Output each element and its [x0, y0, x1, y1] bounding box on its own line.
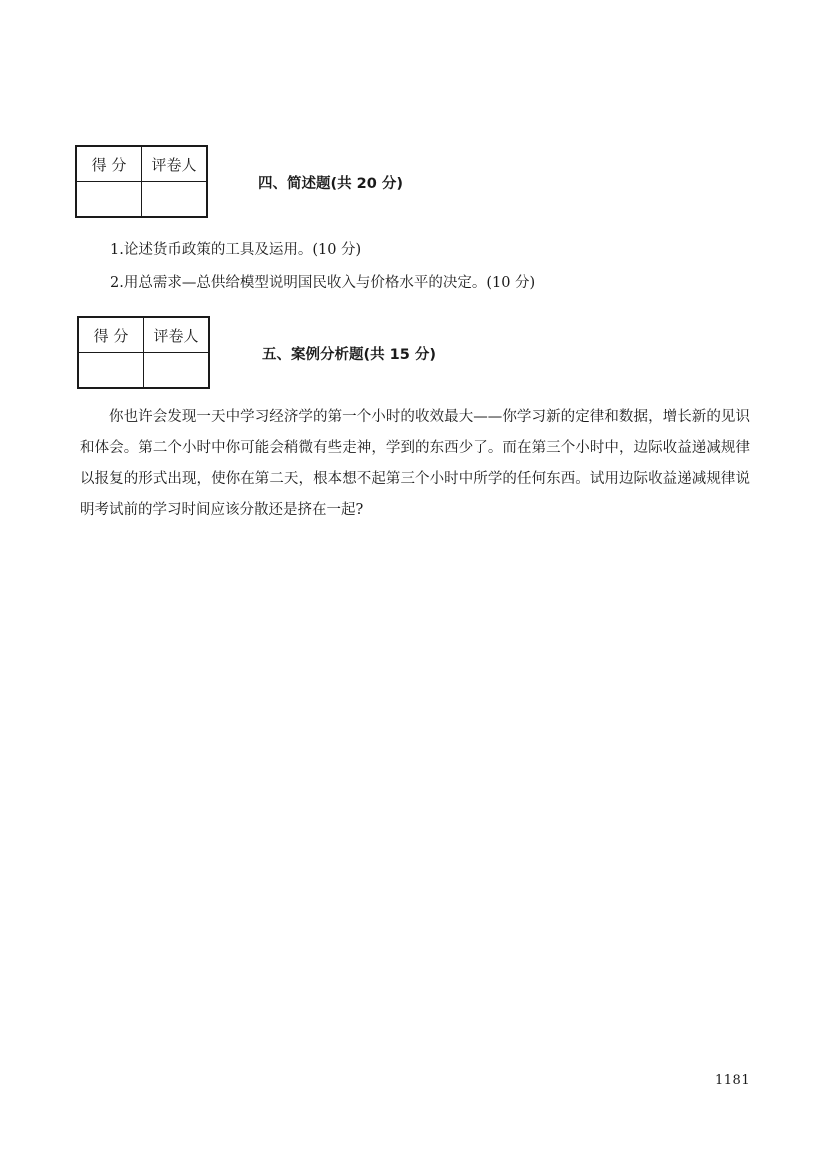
- grader-label: 评卷人: [142, 146, 208, 182]
- page-number: 1181: [715, 1073, 751, 1088]
- section-4-title: 四、简述题(共 20 分): [258, 176, 404, 192]
- score-cell: [76, 182, 142, 218]
- score-table-section-4: [75, 145, 208, 218]
- case-study-text: 你也许会发现一天中学习经济学的第一个小时的收效最大——你学习新的定律和数据，增长新的见识和体会。第二个小时中你可能会稍微有些走神，学到的东西少了。而在第三个小时中，边际收益递减规律以报复的形式出现，使你在第二天，根本想不起第三个小时中所学的任何东西。试用边际收益递减规律说明考试前的学习时间应该分散还是挤在一起?: [80, 409, 750, 518]
- score-cell: [78, 353, 144, 389]
- score-table-section-5: [77, 316, 210, 389]
- question-1: 1.论述货币政策的工具及运用。(10 分): [110, 242, 362, 258]
- grader-cell: [142, 182, 208, 218]
- question-2: 2.用总需求—总供给模型说明国民收入与价格水平的决定。(10 分): [110, 275, 536, 291]
- grader-label: 评卷人: [144, 317, 210, 353]
- score-label: 得 分: [78, 317, 144, 353]
- section-5-title: 五、案例分析题(共 15 分): [262, 347, 437, 363]
- score-label: 得 分: [76, 146, 142, 182]
- grader-cell: [144, 353, 210, 389]
